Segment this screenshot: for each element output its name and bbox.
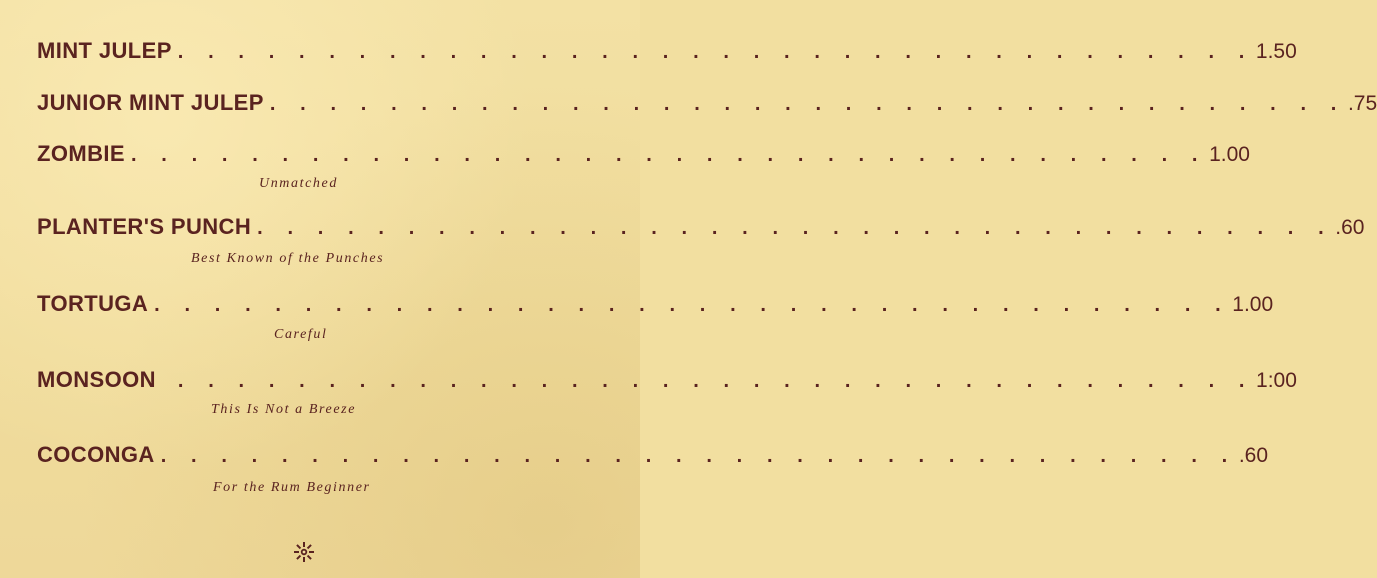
asterisk-flower-ornament-icon xyxy=(293,541,315,563)
menu-item-price: 1.00 xyxy=(1232,293,1274,316)
menu-item-planters-punch xyxy=(37,214,1365,244)
menu-item-name: ZOMBIE xyxy=(37,141,125,166)
dot-leader: . . . . . . . . . . . . . . . . . . . . . . . . . . . . . . . . . . . . xyxy=(269,93,1346,115)
menu-item-tortuga xyxy=(37,291,1274,321)
menu-item-name: COCONGA xyxy=(37,442,155,467)
menu-item-description: Unmatched xyxy=(259,176,338,191)
menu-item-junior-mint-julep xyxy=(37,90,1377,120)
menu-item-coconga xyxy=(37,442,1269,472)
dot-leader: . . . . . . . . . . . . . . . . . . . . . . . . . . . . . . . . . . . . xyxy=(177,370,1255,392)
menu-item-name: JUNIOR MINT JULEP xyxy=(37,90,264,115)
menu-item-row xyxy=(37,214,1365,244)
menu-item-description: Careful xyxy=(274,327,328,342)
menu-item-row xyxy=(37,291,1274,321)
menu-item-zombie xyxy=(37,141,1250,171)
menu-item-price: 1.00 xyxy=(1209,143,1250,166)
menu-item-name: MONSOON xyxy=(37,367,156,392)
menu-item-row xyxy=(37,367,1297,397)
menu-item-row xyxy=(37,442,1269,472)
menu-item-mint-julep xyxy=(37,38,1297,68)
menu-item-price: .60 xyxy=(1238,444,1269,467)
dot-leader: . . . . . . . . . . . . . . . . . . . . . . . . . . . . . . . . . . . . xyxy=(160,445,1237,467)
menu-item-price: 1:00 xyxy=(1256,369,1297,392)
dot-leader: . . . . . . . . . . . . . . . . . . . . . . . . . . . . . . . . . . . . xyxy=(257,217,1334,239)
menu-item-price: .75 xyxy=(1347,92,1377,115)
dot-leader: . . . . . . . . . . . . . . . . . . . . . . . . . . . . . . . . . . . . xyxy=(177,41,1254,63)
menu-item-name: PLANTER'S PUNCH xyxy=(37,214,252,239)
menu-item-price: 1.50 xyxy=(1255,40,1297,63)
dot-leader: . . . . . . . . . . . . . . . . . . . . . . . . . . . . . . . . . . . . xyxy=(154,294,1231,316)
menu-item-name: TORTUGA xyxy=(37,291,149,316)
menu-item-row xyxy=(37,141,1250,171)
dot-leader: . . . . . . . . . . . . . . . . . . . . . . . . . . . . . . . . . . . . xyxy=(130,144,1208,166)
menu-item-name: MINT JULEP xyxy=(37,38,172,63)
menu-item-description: Best Known of the Punches xyxy=(191,251,385,266)
menu-item-monsoon xyxy=(37,367,1297,397)
menu-item-row xyxy=(37,38,1297,68)
menu-item-description: For the Rum Beginner xyxy=(213,480,371,495)
menu-item-row xyxy=(37,90,1377,120)
menu-item-description: This Is Not a Breeze xyxy=(211,402,357,417)
menu-item-price: .60 xyxy=(1335,216,1365,239)
